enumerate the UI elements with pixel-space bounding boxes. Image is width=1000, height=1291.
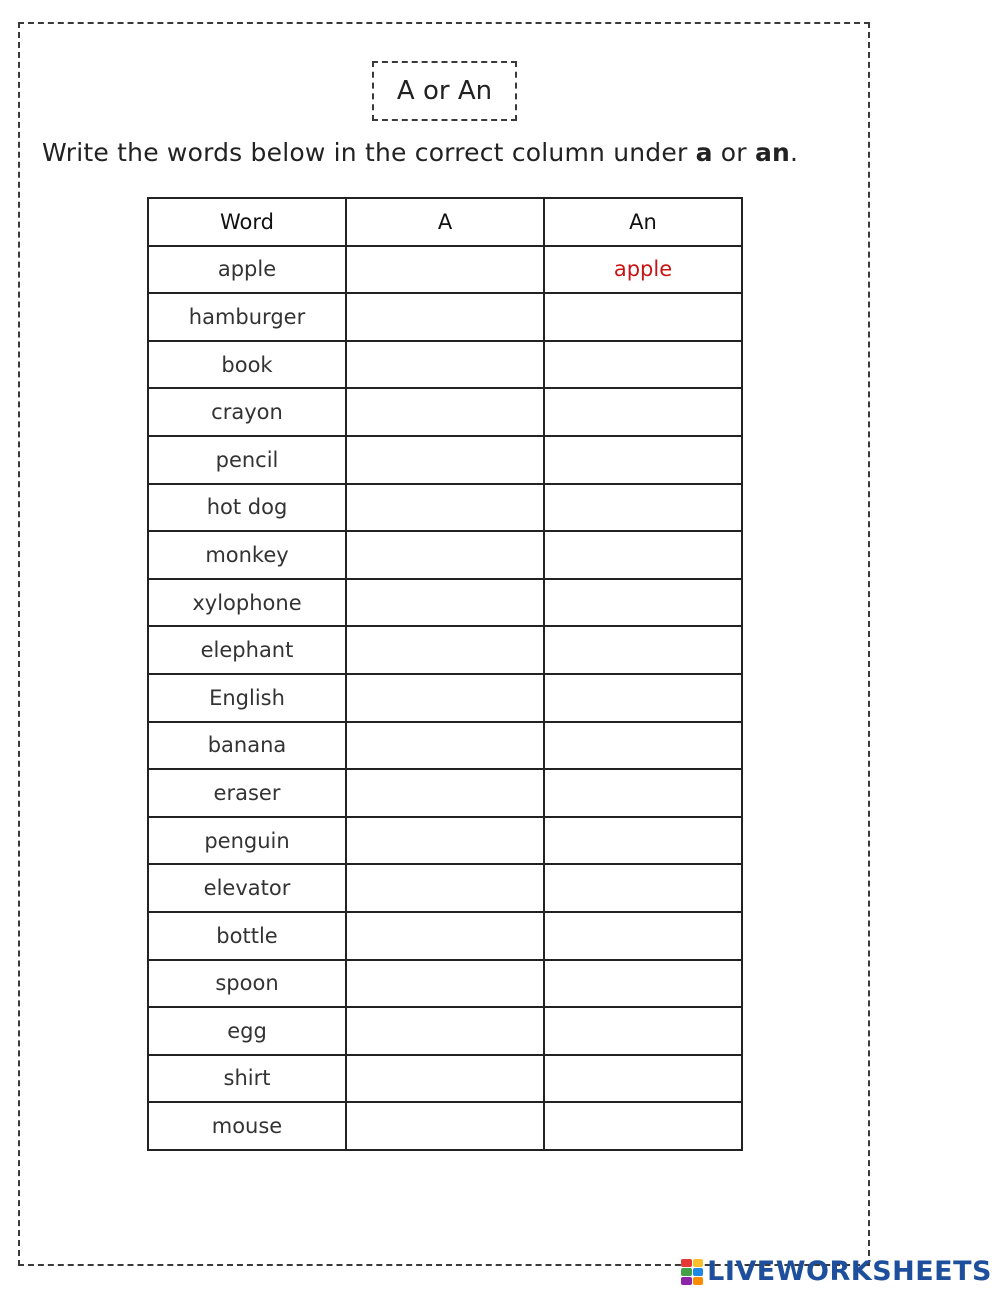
table-row xyxy=(148,436,742,484)
answer-cell-an[interactable] xyxy=(544,388,742,436)
table-row xyxy=(148,1007,742,1055)
table-row xyxy=(148,484,742,532)
column-header-an: An xyxy=(544,198,742,246)
instruction-before: Write the words below in the correct column under xyxy=(42,138,696,167)
logo-text: LIVEWORKSHEETS xyxy=(707,1256,992,1287)
answer-cell-a[interactable] xyxy=(346,960,544,1008)
answer-cell-a[interactable] xyxy=(346,1007,544,1055)
table-header-row xyxy=(148,198,742,246)
answer-cell-a[interactable] xyxy=(346,341,544,389)
worksheet-title xyxy=(372,61,517,121)
answer-cell-a[interactable] xyxy=(346,674,544,722)
answer-cell-an[interactable] xyxy=(544,579,742,627)
word-cell: English xyxy=(148,674,346,722)
table-row xyxy=(148,769,742,817)
table-row xyxy=(148,674,742,722)
answer-cell-an[interactable] xyxy=(544,817,742,865)
instruction-after: . xyxy=(790,138,799,167)
answer-cell-a[interactable] xyxy=(346,769,544,817)
table-row xyxy=(148,341,742,389)
word-cell: mouse xyxy=(148,1102,346,1150)
table-row xyxy=(148,1102,742,1150)
answer-cell-a[interactable] xyxy=(346,626,544,674)
table-row xyxy=(148,1055,742,1103)
answer-cell-an[interactable] xyxy=(544,626,742,674)
answer-cell-a[interactable] xyxy=(346,912,544,960)
answer-cell-an[interactable] xyxy=(544,1007,742,1055)
answer-cell-an[interactable] xyxy=(544,960,742,1008)
answer-cell-an[interactable] xyxy=(544,341,742,389)
table-row xyxy=(148,912,742,960)
answer-cell-a[interactable] xyxy=(346,531,544,579)
answer-cell-an[interactable] xyxy=(544,1055,742,1103)
column-header-a: A xyxy=(346,198,544,246)
table-row xyxy=(148,722,742,770)
answer-cell-an[interactable] xyxy=(544,1102,742,1150)
instruction-text xyxy=(42,138,798,167)
word-cell: penguin xyxy=(148,817,346,865)
answer-cell-an[interactable] xyxy=(544,293,742,341)
word-cell: crayon xyxy=(148,388,346,436)
table-row xyxy=(148,388,742,436)
answer-cell-an[interactable] xyxy=(544,912,742,960)
instruction-bold-an: an xyxy=(754,138,791,167)
answer-cell-an[interactable] xyxy=(544,531,742,579)
word-cell: eraser xyxy=(148,769,346,817)
answer-cell-a[interactable] xyxy=(346,388,544,436)
table-row xyxy=(148,817,742,865)
word-cell: spoon xyxy=(148,960,346,1008)
table-row xyxy=(148,960,742,1008)
word-cell: elephant xyxy=(148,626,346,674)
answer-cell-an[interactable] xyxy=(544,769,742,817)
answer-cell-a[interactable] xyxy=(346,579,544,627)
answer-cell-an[interactable] xyxy=(544,722,742,770)
column-header-word: Word xyxy=(148,198,346,246)
instruction-middle: or xyxy=(712,138,755,167)
liveworksheets-logo-icon xyxy=(681,1259,703,1285)
answer-cell-an[interactable] xyxy=(544,436,742,484)
answer-cell-a[interactable] xyxy=(346,293,544,341)
answer-cell-a[interactable] xyxy=(346,1055,544,1103)
word-cell: xylophone xyxy=(148,579,346,627)
word-cell: pencil xyxy=(148,436,346,484)
word-cell: book xyxy=(148,341,346,389)
answer-cell-an[interactable] xyxy=(544,484,742,532)
answer-cell-a[interactable] xyxy=(346,722,544,770)
answer-cell-an[interactable] xyxy=(544,864,742,912)
answer-cell-a[interactable] xyxy=(346,864,544,912)
word-cell: apple xyxy=(148,246,346,294)
table-row xyxy=(148,246,742,294)
word-cell: bottle xyxy=(148,912,346,960)
answer-cell-a[interactable] xyxy=(346,484,544,532)
answer-cell-a[interactable] xyxy=(346,436,544,484)
sorting-table xyxy=(147,197,743,1151)
table-row xyxy=(148,626,742,674)
table-row xyxy=(148,293,742,341)
table-row xyxy=(148,531,742,579)
worksheet-title-text: A or An xyxy=(396,76,493,106)
word-cell: monkey xyxy=(148,531,346,579)
instruction-bold-a: a xyxy=(695,138,713,167)
answer-cell-a[interactable] xyxy=(346,817,544,865)
answer-cell-a[interactable] xyxy=(346,1102,544,1150)
answer-cell-an[interactable]: apple xyxy=(544,246,742,294)
liveworksheets-logo xyxy=(681,1256,992,1287)
word-cell: egg xyxy=(148,1007,346,1055)
answer-cell-a[interactable] xyxy=(346,246,544,294)
table-row xyxy=(148,579,742,627)
word-cell: banana xyxy=(148,722,346,770)
word-cell: hamburger xyxy=(148,293,346,341)
answer-cell-an[interactable] xyxy=(544,674,742,722)
word-cell: elevator xyxy=(148,864,346,912)
word-cell: hot dog xyxy=(148,484,346,532)
table-row xyxy=(148,864,742,912)
word-cell: shirt xyxy=(148,1055,346,1103)
